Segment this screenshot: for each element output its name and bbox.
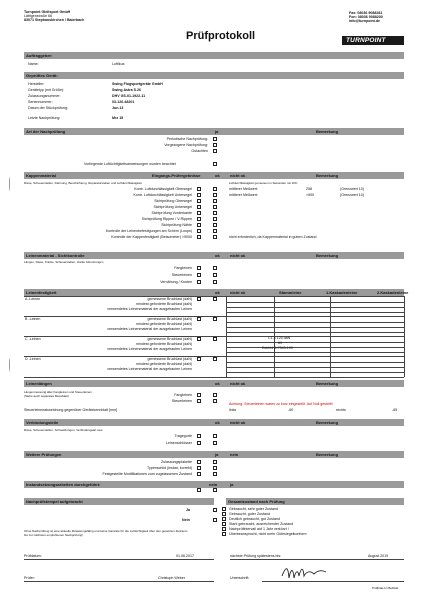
festigkeit-ok-checkbox[interactable] [197, 357, 201, 361]
gesamt-row-checkbox[interactable] [222, 507, 226, 511]
kappe-row-nok-checkbox[interactable] [213, 223, 217, 227]
name-value: Luftikus [112, 62, 125, 66]
geraet-row-value: Jun.13 [112, 106, 124, 110]
laengen-row-label: Steuerleinen [171, 399, 192, 403]
verbindung-row-nok-checkbox[interactable] [213, 441, 217, 445]
kappe-col-bem: Bemerkung [316, 173, 339, 178]
festigkeit-row-line [226, 347, 404, 348]
festigkeit-bottom-line [24, 377, 404, 378]
laengen-row-ok-checkbox[interactable] [197, 399, 201, 403]
stempel-note: Ohne Nachprüfung ist eine aktuelle Zulassungsfähig und keine Garantie für die Lufttüchtigkeit über den gesetzten Zeitraum bis zur nächsten empfohlenen Nachprüfung! [24, 529, 188, 537]
brand-logo-text: TURNPOINT [346, 37, 386, 44]
nachpruefung-row-checkbox[interactable] [213, 137, 217, 141]
letzte-label: Letzte Nachprüfung: [28, 116, 61, 120]
company-tel: Fon: 08036 9088200 [349, 15, 383, 19]
company-fax: Fax: 08036 9088281 [349, 11, 383, 15]
festigkeit-nok-checkbox[interactable] [213, 337, 217, 341]
leinenfestigkeit-col-nok: nicht ok [230, 290, 246, 295]
stempel-heading: Nachprüfstempel aufgebracht [26, 499, 83, 504]
kappe-row-label: Kontr. Luftdurchlässigkeit Untersegel [133, 193, 192, 197]
kappe-row-nok-checkbox[interactable] [213, 193, 217, 197]
kappe-row-label: Sichtprüfung Vorderkante [151, 211, 192, 215]
stempel-nein-checkbox[interactable] [213, 518, 217, 522]
festigkeit-col-line [330, 296, 331, 377]
geraet-heading: Geprüftes Gerät: [26, 73, 58, 78]
instand-col-ja: ja [230, 482, 234, 487]
geraet-row-label: Hersteller: [28, 82, 45, 86]
kappe-row-ok-checkbox[interactable] [197, 223, 201, 227]
festigkeit-group-name: D -Leinen [25, 357, 41, 361]
pruefer-line [24, 581, 214, 582]
leinenmaterial-row-ok-checkbox[interactable] [197, 266, 201, 270]
leinenlaengen-heading: Leinenlängen [26, 381, 52, 386]
stempel-ja: Ja [186, 508, 190, 512]
rechts-label: rechts [336, 408, 346, 412]
geraet-row-label: Zulassungsnummer: [28, 94, 61, 98]
weitere-row-ja-checkbox[interactable] [197, 466, 201, 470]
gesamt-row-checkbox[interactable] [222, 532, 226, 536]
verbindung-row-ok-checkbox[interactable] [197, 441, 201, 445]
festigkeit-row-label: verwendetes Leinenmaterial der ausgebauten Leinen [107, 327, 192, 331]
kappe-row-label: Kontrolle der Leinenbefestigungen am Schirm (Loops) [105, 229, 192, 233]
leinenmaterial-row-label: Fangleinen [174, 266, 192, 270]
betso-note: nicht erforderlich, da Kappenmaterial in gutem Zustand [229, 235, 317, 239]
section-auftraggeber-header [24, 52, 404, 59]
festigkeit-group-divider [24, 356, 404, 357]
geraet-row-value: Swing Flugsportgeräte GmbH [112, 82, 163, 86]
kappe-col1: Eingangs-Prüfergebnisse [152, 173, 201, 178]
leinenfestigkeit-c1: Stammleine [279, 290, 302, 295]
festigkeit-row-label: verwendetes Leinenmaterial der ausgebauten Leinen [107, 347, 192, 351]
kappe-col-ok: ok [215, 173, 220, 178]
laengen-row-ok-checkbox[interactable] [197, 393, 201, 397]
kappe-bem-head: Luftdurchlässigkeit gemessen in Sekunden mit JDC [229, 181, 298, 185]
mess1-grenz: (Grenzwert 10) [340, 187, 364, 191]
auftraggeber-heading: Auftraggeber: [26, 53, 53, 58]
steuer-label: Steuerleinenabweichung gegenüber Gerätekennblatt [mm] [24, 408, 118, 412]
nachpruefung-row-label: Gutachten [191, 149, 208, 153]
festigkeit-nok-checkbox[interactable] [213, 297, 217, 301]
kappe-row-ok-checkbox[interactable] [197, 187, 201, 191]
naechste-line [230, 559, 404, 560]
verbindung-row-label: Tragegurte [174, 434, 192, 438]
nachpruefung-col-ja: ja [215, 129, 219, 134]
gesamt-row-label: Stark gebraucht, ausreichender Zustand [229, 522, 294, 526]
company-email: info@turnpoint.de [349, 19, 381, 23]
instand-heading: Instandsetzungsarbeiten durchgeführt: [26, 482, 101, 487]
leinenlaengen-col-bem: Bemerkung [316, 381, 339, 386]
rechts-value: -65 [392, 408, 398, 412]
gesamt-row-label: Deutlich gebraucht, gut Zustand [229, 517, 280, 521]
letzte-value: Mrz 15 [112, 116, 124, 120]
festigkeit-row-label: gemessene Bruchlast (daN) [147, 357, 192, 361]
laengen-row-label: Fangleinen [174, 393, 192, 397]
kappe-sub: Risse, Scheuerstellen, Dehnung, Beschichtung, Reparaturstellen und Luftdurchlässigkeit [24, 181, 142, 185]
weitere-row-label: Zulassungsplakette [161, 460, 192, 464]
festigkeit-group-name: A -Leinen [25, 297, 41, 301]
section-verbindung-header [24, 419, 404, 426]
c-value-3: Edelrid A-7343-190 [262, 346, 293, 350]
kappe-row-nok-checkbox[interactable] [213, 229, 217, 233]
section-nachpruefung-header [24, 128, 404, 135]
leinenmaterial-col-bem: Bemerkung [316, 253, 339, 258]
instand-ja-checkbox[interactable] [213, 488, 217, 492]
stempel-nein: Nein [182, 518, 190, 522]
company-city: 83071 Stephanskirchen / Baierbach [24, 18, 85, 22]
section-stempel-header [24, 498, 214, 505]
section-leinenmaterial-header [24, 252, 404, 259]
weitere-row-nein-checkbox[interactable] [213, 472, 217, 476]
festigkeit-group-divider [24, 316, 404, 317]
gesamt-row-label: Nachprüfintervall auf 1 Jahr verkürzt ! [229, 527, 289, 531]
laengen-warning: Achtung: Steuerleinen waren zu kurz eingestellt. Auf Null gestellt! [229, 402, 333, 406]
festigkeit-row-label: mindest geforderte Bruchlast (daN) [136, 362, 192, 366]
weitere-row-ja-checkbox[interactable] [197, 460, 201, 464]
weitere-row-label: Typenschild (lesbar, korrekt) [147, 466, 192, 470]
links-label: links [229, 408, 237, 412]
festigkeit-nok-checkbox[interactable] [213, 317, 217, 321]
kappe-row-label: Sichtprüfung Untersegel [153, 205, 192, 209]
festigkeit-nok-checkbox[interactable] [213, 357, 217, 361]
leinenlaengen-sub2: (Siehe auch separates Messblatt) [24, 394, 69, 398]
kappe-row-label: Kontr. Luftdurchlässigkeit Obersegel [134, 187, 192, 191]
festigkeit-group-name: C -Leinen [25, 337, 41, 341]
pruefdatum-line [24, 559, 214, 560]
leinenfestigkeit-col-ok: ok [215, 290, 220, 295]
section-geraet-header [24, 72, 404, 79]
footer-small: Prüfblatt-Im Beiblatt [372, 586, 399, 590]
leinenmaterial-row-ok-checkbox[interactable] [197, 280, 201, 284]
gesamt-row-checkbox[interactable] [222, 527, 226, 531]
leinenfestigkeit-c2: 1.Kaskadenleine [326, 290, 358, 295]
gesamt-row-checkbox[interactable] [222, 522, 226, 526]
mess2-grenz: (Grenzwert 10) [340, 193, 364, 197]
verbindung-row-ok-checkbox[interactable] [197, 434, 201, 438]
festigkeit-row-label: mindest geforderte Bruchlast (daN) [136, 302, 192, 306]
festigkeit-row-label: gemessene Bruchlast (daN) [147, 297, 192, 301]
name-label: Name: [28, 62, 39, 66]
kappe-row-ok-checkbox[interactable] [197, 199, 201, 203]
mess1-label: mittlerer Meßwert: [229, 187, 258, 191]
leinenmaterial-row-nok-checkbox[interactable] [213, 280, 217, 284]
kappe-row-nok-checkbox[interactable] [213, 199, 217, 203]
kappe-row-nok-checkbox[interactable] [213, 211, 217, 215]
weitere-col-bem: Bemerkung [316, 452, 339, 457]
verbindung-row-nok-checkbox[interactable] [213, 434, 217, 438]
leinenlaengen-col-nok: nicht ok [230, 381, 246, 386]
festigkeit-group-name: B -Leinen [25, 317, 41, 321]
festigkeit-row-label: verwendetes Leinenmaterial der ausgebauten Leinen [107, 307, 192, 311]
kappe-row-nok-checkbox[interactable] [213, 205, 217, 209]
laengen-row-nok-checkbox[interactable] [213, 393, 217, 397]
links-value: -60 [288, 408, 294, 412]
leinenlaengen-sub1: Längenmessung aller Fangleinen und Steuerleinen [24, 390, 92, 394]
mess2-value: >500 [306, 193, 315, 197]
festigkeit-ok-checkbox[interactable] [197, 297, 201, 301]
geraet-row-value: Swing Astra S.26 [112, 88, 142, 92]
festigkeit-row-line [226, 342, 404, 343]
festigkeit-row-line [226, 322, 404, 323]
pruefer-label: Prüfer: [24, 576, 35, 580]
leinenlaengen-col-ok: ok [215, 381, 220, 386]
pruefer-value: Christoph Weber [158, 576, 185, 580]
festigkeit-row-label: gemessene Bruchlast (daN) [147, 317, 192, 321]
leinenmaterial-row-ok-checkbox[interactable] [197, 273, 201, 277]
page-title: Prüfprotokoll [186, 30, 256, 42]
kappe-col-nok: nicht ok [230, 173, 246, 178]
geraet-row-label: Gerätetyp (mit Größe): [28, 88, 65, 92]
section-gesamt-header [226, 498, 404, 505]
naechste-value: August 2019 [368, 554, 389, 558]
gesamt-row-checkbox[interactable] [222, 512, 226, 516]
leinenmaterial-row-nok-checkbox[interactable] [213, 273, 217, 277]
section-instand-header [24, 481, 404, 488]
gesamt-heading: Gesamtzustand nach Prüfung [228, 499, 285, 504]
verbindung-heading: Verbindungsteile [26, 420, 59, 425]
nachpruefung-row-checkbox[interactable] [213, 149, 217, 153]
nachpruefung-heading: Art der Nachprüfung [26, 129, 66, 134]
festigkeit-ok-checkbox[interactable] [197, 337, 201, 341]
kappe-row-label: Sichtprüfung Rippen / V-Rippen [141, 217, 192, 221]
leinenmaterial-col-nok: nicht ok [230, 253, 246, 258]
instand-col-nein: nein [209, 482, 218, 487]
festigkeit-row-label: verwendetes Leinenmaterial der ausgebauten Leinen [107, 367, 192, 371]
weitere-col-ja: ja [215, 452, 219, 457]
company-name: Turnpoint Gleitsport GmbH [24, 10, 71, 14]
festigkeit-row-line [226, 362, 404, 363]
festigkeit-row-line [226, 367, 404, 368]
festigkeit-col-line [404, 296, 405, 377]
weitere-row-ja-checkbox[interactable] [197, 472, 201, 476]
naechste-label: nächste Prüfung spätestens bis: [230, 554, 282, 558]
festigkeit-row-line [226, 332, 404, 333]
stempel-ja-checkbox[interactable] [213, 508, 217, 512]
kappe-row-ok-checkbox[interactable] [197, 211, 201, 215]
mess1-value: 258 [306, 187, 312, 191]
festigkeit-ok-checkbox[interactable] [197, 317, 201, 321]
festigkeit-row-line [226, 307, 404, 308]
c-value-2: 69 [278, 341, 282, 345]
weitere-row-nein-checkbox[interactable] [213, 460, 217, 464]
leinenfestigkeit-c3: 2.Kaskadenleine [377, 290, 409, 295]
festigkeit-row-label: mindest geforderte Bruchlast (daN) [136, 342, 192, 346]
punch-mark-bottom [9, 358, 11, 372]
gesamt-row-checkbox[interactable] [222, 517, 226, 521]
festigkeit-row-label: mindest geforderte Bruchlast (daN) [136, 322, 192, 326]
festigkeit-row-label: gemessene Bruchlast (daN) [147, 337, 192, 341]
kappe-row-nok-checkbox[interactable] [213, 217, 217, 221]
signature-image [280, 564, 330, 582]
section-kappe-header [24, 172, 404, 179]
nachpruefung-row-label: Periodische Nachprüfung: [166, 137, 208, 141]
punch-mark-top [9, 177, 11, 191]
kappe-row-ok-checkbox[interactable] [197, 205, 201, 209]
leinenmaterial-col-ok: ok [215, 253, 220, 258]
festigkeit-row-line [226, 327, 404, 328]
geraet-row-label: Datum der Stückprüfung: [28, 106, 68, 110]
instand-nein-checkbox[interactable] [197, 488, 201, 492]
geraet-row-value: 03-126-48201 [112, 100, 135, 104]
kappe-row-label: Sichtprüfung Nähte [161, 223, 192, 227]
kappe-row-ok-checkbox[interactable] [197, 229, 201, 233]
festigkeit-row-line [226, 372, 404, 373]
weitere-col-nein: nein [230, 452, 239, 457]
gesamt-row-label: Gebraucht, guter Zustand [229, 512, 270, 516]
kappe-row-label: Sichtprüfung Obersegel [154, 199, 192, 203]
pruefdatum-value: 01.06.2017 [176, 554, 194, 558]
section-leinenfestigkeit-header [24, 289, 409, 296]
kappe-row-nok-checkbox[interactable] [213, 235, 217, 239]
section-leinenlaengen-header [24, 380, 404, 387]
verbindung-col-nok: nicht ok [230, 420, 246, 425]
leinenmaterial-row-label: Vernähung / Knoten [160, 280, 192, 284]
verbindung-col-ok: ok [215, 420, 220, 425]
gesamt-row-label: Gebraucht, sehr guter Zustand [229, 507, 278, 511]
festigkeit-group-divider [24, 296, 404, 297]
festigkeit-row-line [226, 302, 404, 303]
verbindung-sub: Risse, Scheuerstellen, Schweißungen, Verbindungsart usw [24, 428, 103, 432]
leinenmaterial-heading: Leinenmaterial - Sichtkontrolle [26, 253, 85, 258]
festigkeit-row-line [226, 312, 404, 313]
leinenfestigkeit-heading: Leinenfestigkeit [26, 290, 57, 295]
leinenmaterial-sub: Längen, Risse, Knicks, Scheuerstellen, starke Abnutzungen [24, 260, 104, 264]
nachpruefung-row-label: Vorgezogene Nachprüfung: [164, 143, 208, 147]
pruefdatum-label: Prüfdatum: [24, 554, 42, 558]
festigkeit-group-divider [24, 336, 404, 337]
geraet-row-label: Seriennummer: [28, 100, 53, 104]
section-weitere-header [24, 451, 404, 458]
festigkeit-row-line [226, 352, 404, 353]
kappe-row-label: Kontrolle der Kappenfestigkeit (Betsometer) >9000 [111, 235, 192, 239]
unterschrift-label: Unterschrift: [230, 576, 250, 580]
c-value-1: C1.3 125 daN [268, 336, 291, 340]
kappe-row-ok-checkbox[interactable] [197, 193, 201, 197]
kappe-heading: Kappenmaterial [26, 173, 57, 178]
geraet-row-value: DHV GS-01-1922-11 [112, 94, 146, 98]
verbindung-row-label: Leinenschlösser [166, 441, 192, 445]
weitere-row-label: Festgestellte Modifikationen zum zugelassenen Zustand [102, 472, 192, 476]
brand-logo [342, 36, 404, 45]
leinenmaterial-row-label: Steuerleinen [171, 273, 192, 277]
nachpruefung-note: Vorliegende Luftüchtigkeitsanweisungen wurden beachtet [84, 162, 176, 166]
mess2-label: mittlerer Meßwert: [229, 193, 258, 197]
nachpruefung-note-checkbox[interactable] [213, 162, 217, 166]
gesamt-row-label: Überbeansprucht, nicht mehr Gütesiegelkonform [229, 532, 307, 536]
kappe-row-ok-checkbox[interactable] [197, 235, 201, 239]
weitere-row-nein-checkbox[interactable] [213, 466, 217, 470]
company-street: Lättigenstraße 66 [24, 14, 52, 18]
weitere-heading: Weitere Prüfungen [26, 452, 62, 457]
kappe-row-nok-checkbox[interactable] [213, 187, 217, 191]
verbindung-col-bem: Bemerkung [316, 420, 339, 425]
laengen-row-nok-checkbox[interactable] [213, 399, 217, 403]
kappe-row-ok-checkbox[interactable] [197, 217, 201, 221]
nachpruefung-row-checkbox[interactable] [213, 143, 217, 147]
nachpruefung-col-bem: Bemerkung [316, 129, 339, 134]
festigkeit-col-line [226, 296, 227, 377]
leinenmaterial-row-nok-checkbox[interactable] [213, 266, 217, 270]
